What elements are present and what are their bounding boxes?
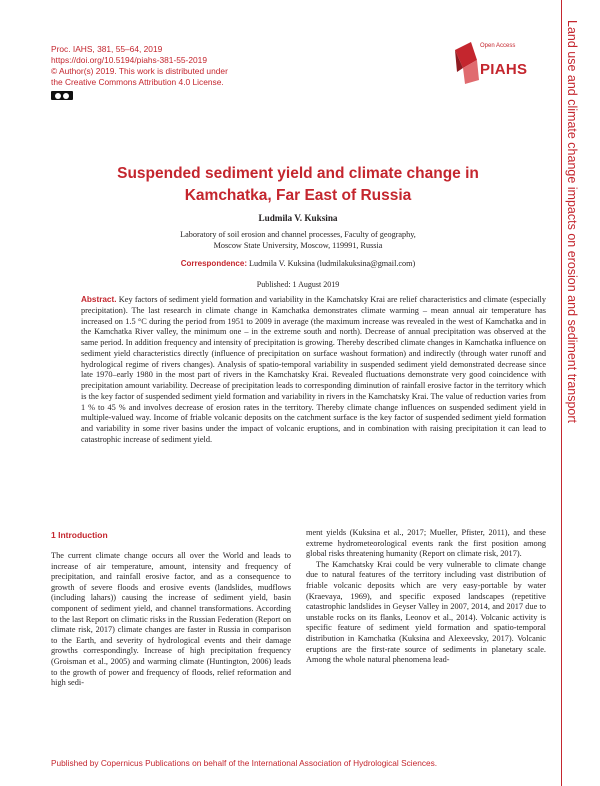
cc-by-icon[interactable] xyxy=(51,91,73,100)
license-line[interactable]: the Creative Commons Attribution 4.0 License. xyxy=(51,77,224,87)
column-right xyxy=(306,528,546,666)
sidebar-rule xyxy=(561,0,562,786)
correspondence-label: Correspondence: xyxy=(180,259,247,268)
column-left xyxy=(51,551,291,689)
intro-paragraph-1: The current climate change occurs all over the World and leads to increase of air temperature, amount, intensity and frequency of precipitation, and rainfall erosive factor, and as a consequence to growth of severe floods and erosive events (landslides, mudflows (including lahars)) causing the increase of sediment yield, basin component of sediment yield, and channel transformations. According to the last Report on climatic risks in the Russian Federation (Report on climate risk, 2017) climate changes are faster in Russia in comparison to the Earth, and severity of hydrological events and their damage growths correspondingly. Increase of high precipitation frequency (Groisman et al., 2005) and warming climate (Huntington, 2006) leads to the growth of power and frequency of floods, relief reformation and high sedi- xyxy=(51,551,291,688)
doi-link[interactable]: https://doi.org/10.5194/piahs-381-55-2019 xyxy=(51,55,207,65)
abstract-text: Key factors of sediment yield formation and variability in the Kamchatsky Krai are relief characteristics and climate (especially precipitation). The last research in climate change in Kamchatka demonstrates climate warming – mean annual air temperature has increased on 1.5 °C during the period from 1951 to 2009 in average (the maximum increase was revealed in the west of Kamchatka and in the Kamchatka River valley, the minimum one – in the extreme south and north). Decrease of annual precipitation was observed at the same period. In addition frequency and intensity of precipitation is growing. Thereby described climate changes in Kamchatka influence on sediment yield characteristics directly (influence of precipitation on surface washout formation) and indirectly (through water runoff and hydrological regime of rivers changes). Analysis of spatio-temporal variability in suspended sediment yield demonstrated decrease since late 1970–early 1980 in the most part of rivers in the Kamchatsky Krai. Revealed fluctuations demonstrate very good coincidence with precipitation amount variability. Decrease of precipitation leads to corresponding diminution of rainfall erosive factor in the territory which is the key factor of suspended sediment yield formation and variability in rivers in the Kamchatsky Krai. The value of reduction varies from 1 % to 45 % and involves decrease of erosion rates in the territory. Thereby climate change influences on suspended sediment yield in multiple-valued way. Income of friable volcanic deposits on the catchment surface is the key factor of suspended sediment yield formation and variability in some river basins under the impact of volcanic eruptions, and in combination with raising precipitation it can lead to catastrophic increase of sediment yield. xyxy=(81,295,547,444)
abstract xyxy=(81,295,546,446)
intro-paragraph-2: The Kamchatsky Krai could be very vulnerable to climate change due to natural features of the territory including vast distribution of friable volcanic deposits which are very easy-portable by water (Kraevaya, 1969), and specific exposed landscapes (repetitive catastrophic landslides in Geyser Valley in 2007, 2014, and 2017 due to unstable rocks on its flanks, Leonov et al., 2014). Volcanic activity is specific feature of sediment yield formation and spatio-temporal distribution in Kamchatka (Kuksina and Alexeevsky, 2017). Volcanic eruptions are the first-rate source of sediments in planetary scale. Among the whole natural phenomena lead- xyxy=(306,559,546,665)
logo-name: PIAHS xyxy=(480,61,528,78)
affiliation-line-1: Laboratory of soil erosion and channel processes, Faculty of geography, xyxy=(180,230,416,239)
copyright-line: © Author(s) 2019. This work is distributed under xyxy=(51,66,228,76)
correspondence-text[interactable]: Ludmila V. Kuksina (ludmilakuksina@gmail.com) xyxy=(249,259,416,268)
section-heading-introduction: 1 Introduction xyxy=(51,530,108,540)
publisher-footer: Published by Copernicus Publications on behalf of the International Association of Hydrological Sciences. xyxy=(51,758,438,768)
journal-meta xyxy=(51,44,311,88)
published-date: Published: 1 August 2019 xyxy=(256,280,340,289)
open-access-label: Open Access xyxy=(480,43,516,49)
title-line-1: Suspended sediment yield and climate change in xyxy=(117,165,479,182)
sidebar-title: Land use and climate change impacts on erosion and sediment transport xyxy=(565,20,579,424)
abstract-label: Abstract. xyxy=(81,295,117,304)
journal-reference: Proc. IAHS, 381, 55–64, 2019 xyxy=(51,44,163,54)
article-title xyxy=(51,163,545,207)
affiliation xyxy=(51,230,545,251)
affiliation-line-2: Moscow State University, Moscow, 119991, Russia xyxy=(213,240,383,250)
intro-paragraph-1-cont: ment yields (Kuksina et al., 2017; Mueller, Pfister, 2011), and these extreme hydrometeorological events rank the first position among global risks threatening humanity (Report on climate risk, 2017). xyxy=(306,528,546,559)
correspondence xyxy=(51,259,545,268)
title-line-2: Kamchatka, Far East of Russia xyxy=(184,187,412,204)
author-name: Ludmila V. Kuksina xyxy=(258,213,338,223)
